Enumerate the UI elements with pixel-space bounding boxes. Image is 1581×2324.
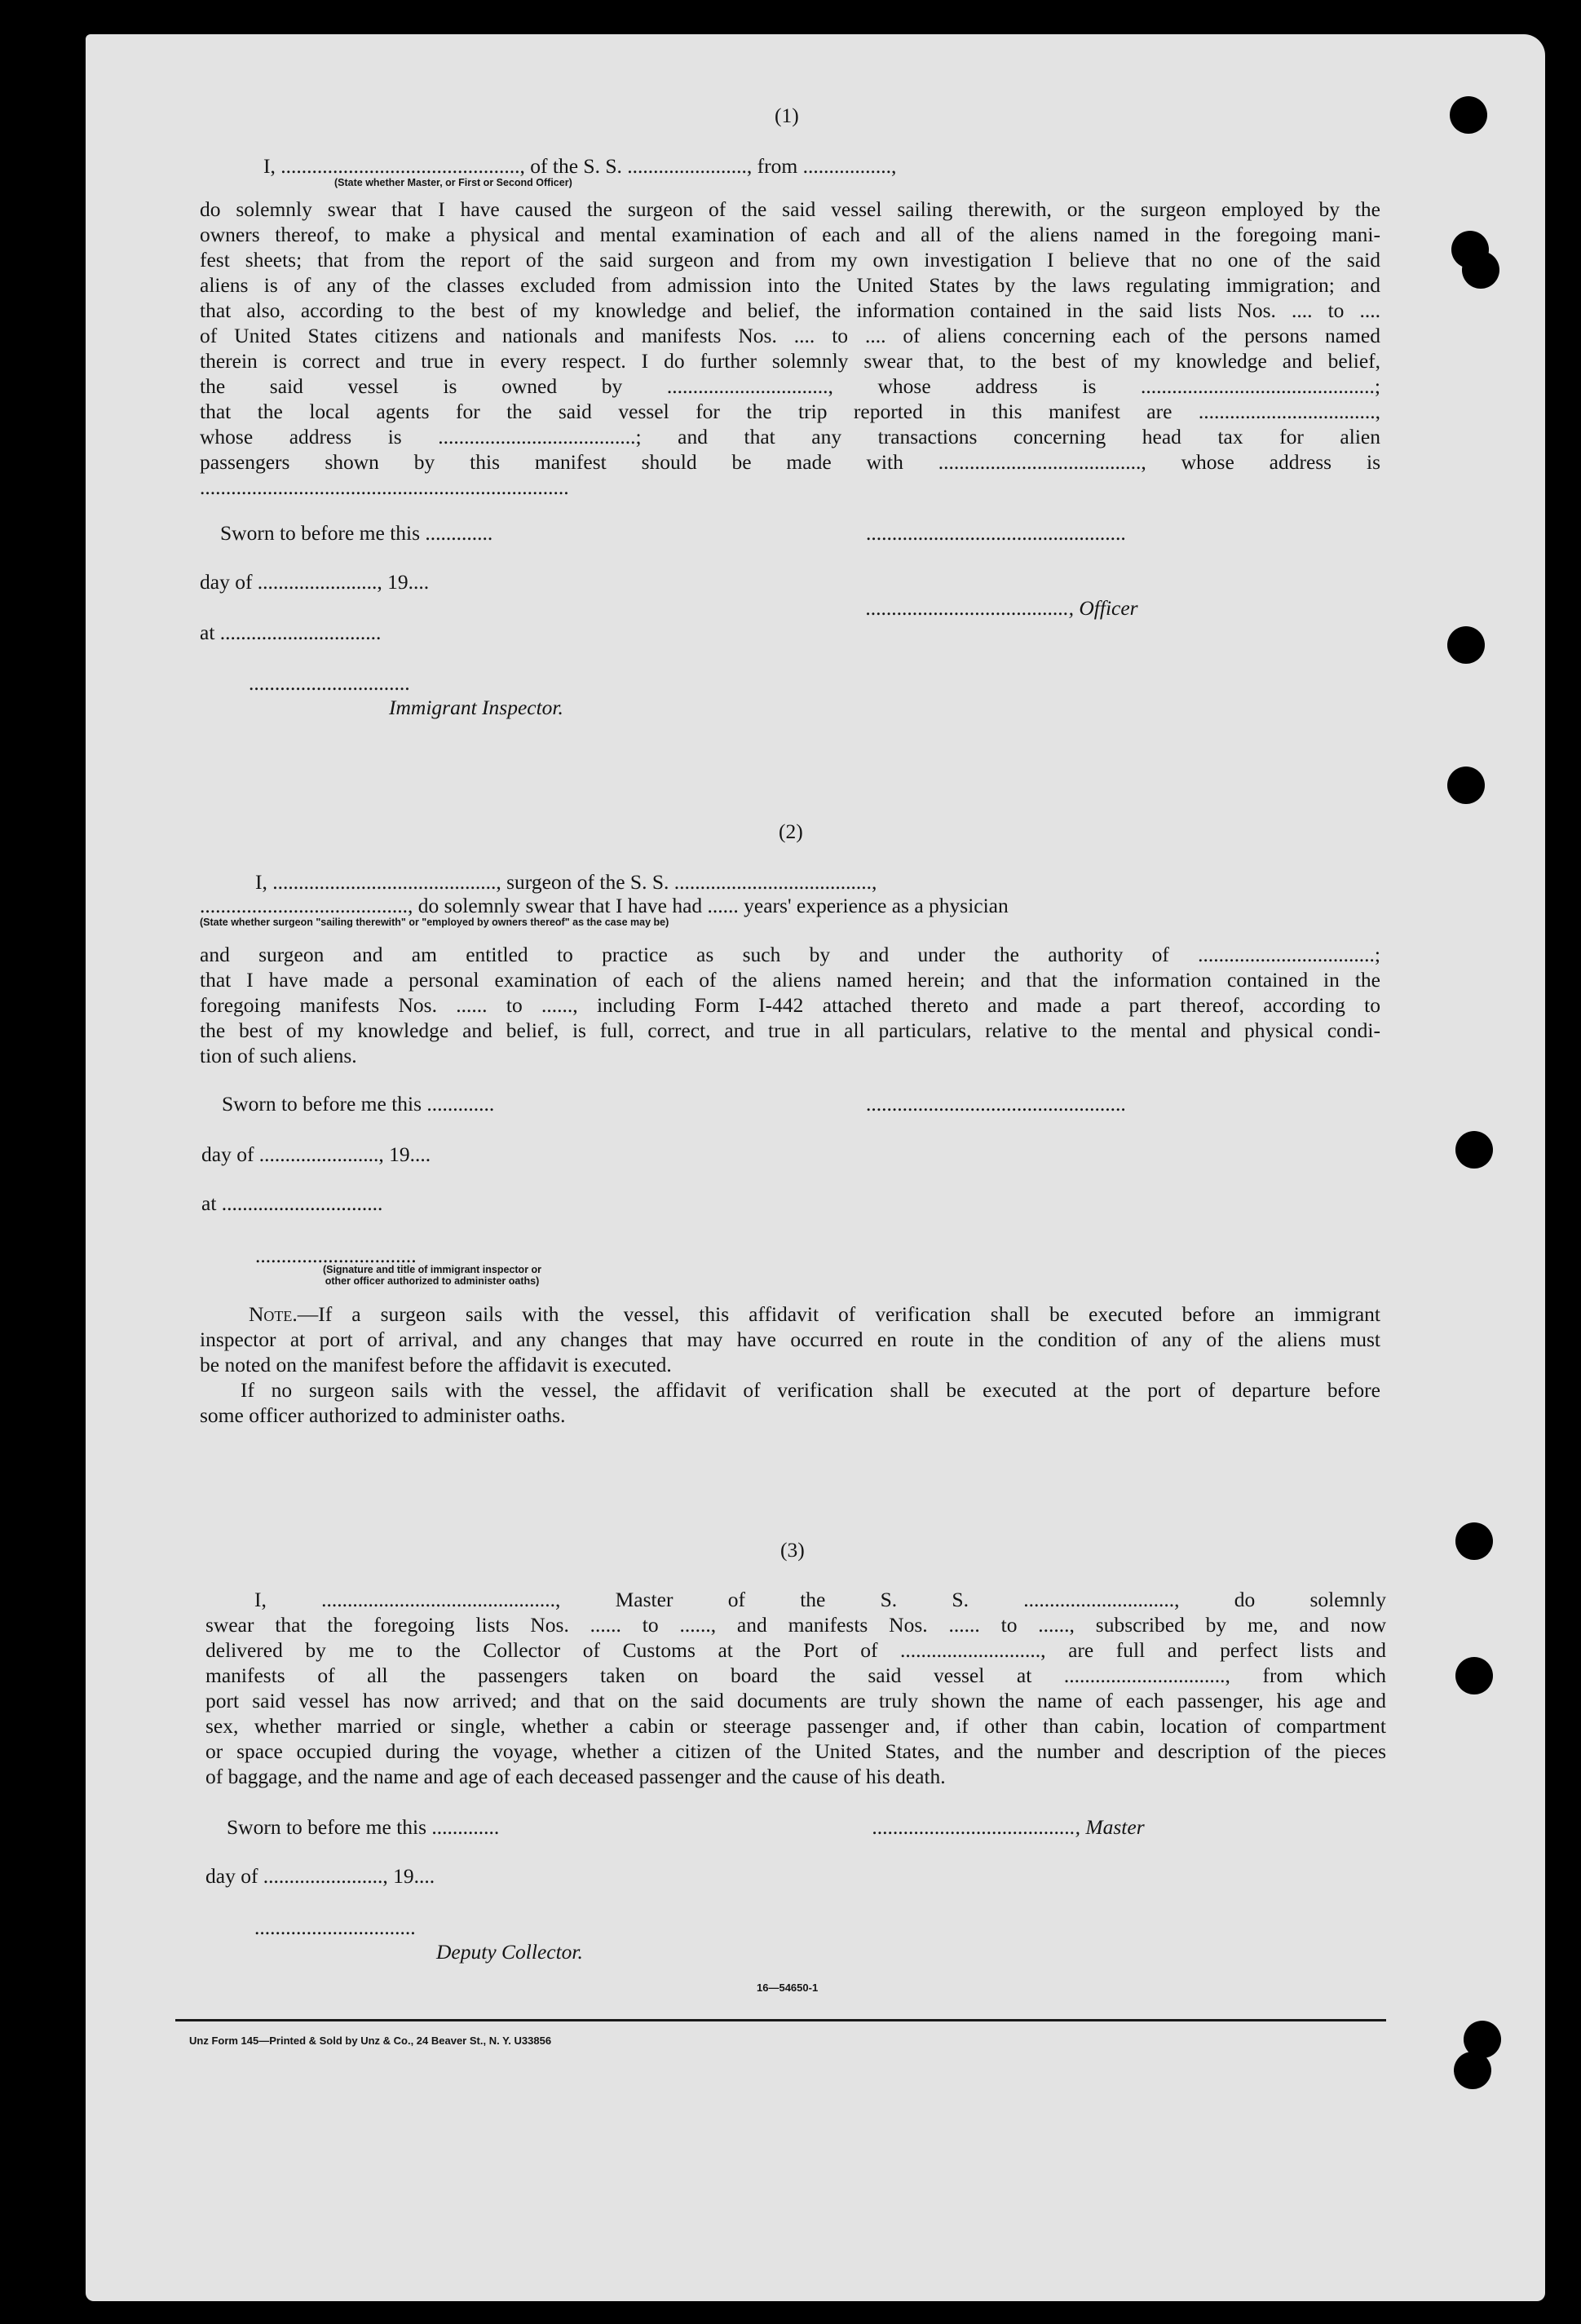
text-line: inspector at port of arrival, and any changes that may have occurred en route in the condition of any of the aliens must [200,1328,1380,1351]
section-2-caption: (State whether surgeon "sailing therewith" or "employed by owners thereof" as the case may be) [200,917,669,928]
text-line: that also, according to the best of my knowledge and belief, the information contained in the said lists Nos. .... to .... [200,298,1380,322]
section-2-sworn-line: Sworn to before me this ............. [222,1092,495,1116]
punch-hole-3 [1462,251,1499,289]
text-line: foregoing manifests Nos. ...... to ......, including Form I-442 attached thereto and made a part thereof, according to [200,993,1380,1017]
text-line: sex, whether married or single, whether a cabin or steerage passenger and, if other than cabin, location of compartment [205,1714,1386,1738]
section-1-at-line: at ............................... [200,621,382,644]
text-line: tion of such aliens. [200,1044,357,1067]
text-line: of baggage, and the name and age of each deceased passenger and the cause of his death. [205,1765,946,1788]
section-3-sworn-line: Sworn to before me this ............. [227,1815,500,1839]
section-1-day-line: day of ......................., 19.... [200,570,430,594]
section-3-oath-text [205,1587,1386,1789]
section-1-inspector-title: Immigrant Inspector. [389,696,563,719]
note-label: Note. [249,1302,298,1326]
section-1-officer-signature-line: .................................................. [866,521,1126,545]
footer-rule [175,2019,1386,2021]
text-line: port said vessel has now arrived; and that on the said documents are truly shown the name of each passenger, his age and [205,1689,1386,1712]
text-line: If no surgeon sails with the vessel, the affidavit of verification shall be executed at the port of departure before [241,1378,1380,1402]
section-2-opening-line: I, ..........................................., surgeon of the S. S. ......................................, [255,870,877,894]
punch-hole-10 [1454,2052,1491,2089]
punch-hole-8 [1455,1657,1493,1694]
section-3-collector-signature-line: ............................... [254,1915,416,1939]
text-line: or space occupied during the voyage, whether a citizen of the United States, and the number and description of the pieces [205,1739,1386,1763]
section-1-sworn-line: Sworn to before me this ............. [220,521,493,545]
text-line: swear that the foregoing lists Nos. ...... to ......, and manifests Nos. ...... to ......, subscribed by me, and now [205,1613,1386,1637]
section-2-signature-caption-1: (Signature and title of immigrant inspector or [322,1264,542,1275]
section-1-officer-line: ......................................., Officer [866,596,1138,620]
text-line: I, ............................................., Master of the S. S. ............................., do solemnly [254,1588,1386,1611]
section-2-note [200,1301,1380,1428]
section-3-master-line: ......................................., Master [872,1815,1145,1839]
text-line: passengers shown by this manifest should be made with ......................................., whose address is [200,450,1380,474]
section-1-opening-caption: (State whether Master, or First or Second Officer) [334,177,572,188]
section-2-number: (2) [779,820,803,843]
text-line: of United States citizens and nationals and manifests Nos. .... to .... of aliens concerning each of the persons named [200,324,1380,347]
text-line: that I have made a personal examination of each of the aliens named herein; and that the information contained in the [200,968,1380,992]
note-text: —If a surgeon sails with the vessel, this affidavit of verification shall be executed before an immigrant [297,1302,1380,1326]
section-1-opening-line: I, .............................................., of the S. S. ......................., from ................., [263,154,897,178]
punch-hole-5 [1447,767,1485,804]
section-3-number: (3) [780,1538,805,1562]
section-3-collector-title: Deputy Collector. [436,1940,583,1964]
text-line: whose address is ......................................; and that any transactions concerning head tax for alien [200,425,1380,448]
text-line [200,1301,1380,1327]
text-line: ....................................................................... [200,475,569,499]
section-2-surgeon-signature-line: .................................................. [866,1092,1126,1116]
text-line: aliens is of any of the classes excluded from admission into the United States by the laws regulating immigration; and [200,273,1380,297]
section-1-inspector-signature-line: ............................... [249,671,410,695]
text-line: do solemnly swear that I have caused the surgeon of the said vessel sailing therewith, or the surgeon employed by the [200,197,1380,221]
punch-hole-6 [1455,1131,1493,1169]
text-line: owners thereof, to make a physical and mental examination of each and all of the aliens named in the foregoing mani- [200,223,1380,246]
text-line: and surgeon and am entitled to practice as such by and under the authority of ..................................; [200,943,1380,966]
text-line: fest sheets; that from the report of the said surgeon and from my own investigation I believe that no one of the said [200,248,1380,272]
section-2-oath-text [200,942,1380,1068]
punch-hole-7 [1455,1522,1493,1560]
section-2-at-line: at ............................... [201,1191,383,1215]
section-1-oath-text [200,197,1380,500]
text-line: the best of my knowledge and belief, is full, correct, and true in all particulars, relative to the mental and physical condi- [200,1018,1380,1042]
section-1-number: (1) [775,104,799,127]
section-2-day-line: day of ......................., 19.... [201,1142,431,1166]
text-line: some officer authorized to administer oaths. [200,1403,566,1427]
text-line: delivered by me to the Collector of Customs at the Port of ..........................., are full and perfect lists and [205,1638,1386,1662]
text-line: be noted on the manifest before the affidavit is executed. [200,1353,672,1376]
section-2-second-line: ........................................, do solemnly swear that I have had ...... years' experience as a physician [200,894,1009,917]
section-2-inspector-signature-line: ............................... [255,1244,417,1267]
text-line: the said vessel is owned by ..............................., whose address is .............................................; [200,374,1380,398]
text-line: manifests of all the passengers taken on board the said vessel at ..............................., from which [205,1663,1386,1687]
section-2-signature-caption-2: other officer authorized to administer oaths) [325,1275,540,1287]
text-line: that the local agents for the said vessel for the trip reported in this manifest are .................................., [200,400,1380,423]
form-number: 16—54650-1 [757,1982,819,1994]
text-line: therein is correct and true in every respect. I do further solemnly swear that, to the best of my knowledge and belief, [200,349,1380,373]
punch-hole-1 [1450,96,1487,134]
section-3-day-line: day of ......................., 19.... [205,1864,435,1888]
printer-imprint: Unz Form 145—Printed & Sold by Unz & Co., 24 Beaver St., N. Y. U33856 [189,2035,552,2047]
punch-hole-4 [1447,626,1485,664]
